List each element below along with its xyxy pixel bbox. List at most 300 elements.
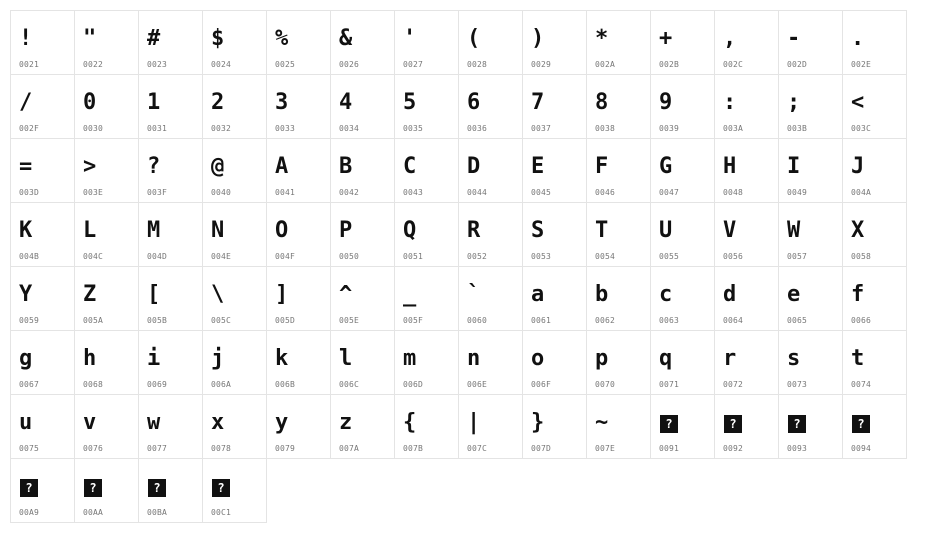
glyph-code: 003D	[19, 188, 40, 197]
glyph-cell[interactable]	[330, 138, 395, 203]
glyph-char: 4	[339, 90, 353, 115]
glyph-char: 0	[83, 90, 97, 115]
glyph-cell[interactable]	[650, 138, 715, 203]
glyph-char: L	[83, 218, 97, 243]
glyph-cell[interactable]	[586, 10, 651, 75]
glyph-char: =	[19, 154, 33, 179]
glyph-cell[interactable]	[714, 202, 779, 267]
glyph-code: 0046	[595, 188, 616, 197]
glyph-cell[interactable]	[266, 202, 331, 267]
glyph-code: 00BA	[147, 508, 168, 517]
glyph-cell[interactable]	[394, 266, 459, 331]
glyph-cell[interactable]	[330, 202, 395, 267]
glyph-code: 006A	[211, 380, 232, 389]
glyph-cell[interactable]	[74, 266, 139, 331]
glyph-cell[interactable]	[458, 394, 523, 459]
glyph-cell[interactable]	[778, 394, 843, 459]
glyph-cell[interactable]	[202, 266, 267, 331]
glyph-code: 0053	[531, 252, 552, 261]
glyph-char: U	[659, 218, 673, 243]
glyph-grid	[10, 10, 920, 522]
glyph-cell[interactable]	[586, 74, 651, 139]
glyph-char: a	[531, 282, 545, 307]
glyph-code: 0092	[723, 444, 744, 453]
glyph-char: 5	[403, 90, 417, 115]
glyph-code: 0071	[659, 380, 680, 389]
glyph-code: 0030	[83, 124, 104, 133]
glyph-char: x	[211, 410, 225, 435]
glyph-char: <	[851, 90, 865, 115]
glyph-cell[interactable]	[330, 266, 395, 331]
glyph-cell[interactable]	[202, 74, 267, 139]
glyph-char: [	[147, 282, 161, 307]
missing-glyph-icon: ?	[20, 479, 38, 497]
glyph-cell[interactable]	[74, 394, 139, 459]
glyph-cell[interactable]	[458, 330, 523, 395]
glyph-code: 0059	[19, 316, 40, 325]
glyph-char: w	[147, 410, 161, 435]
glyph-char: n	[467, 346, 481, 371]
glyph-char: {	[403, 410, 417, 435]
glyph-code: 0026	[339, 60, 360, 69]
glyph-cell[interactable]	[138, 394, 203, 459]
glyph-char: *	[595, 26, 609, 51]
glyph-code: 0070	[595, 380, 616, 389]
glyph-cell[interactable]	[650, 10, 715, 75]
glyph-cell[interactable]	[138, 138, 203, 203]
glyph-cell[interactable]	[522, 10, 587, 75]
glyph-cell[interactable]	[586, 266, 651, 331]
glyph-char: y	[275, 410, 289, 435]
glyph-cell[interactable]	[522, 394, 587, 459]
glyph-code: 0023	[147, 60, 168, 69]
glyph-cell[interactable]	[266, 10, 331, 75]
glyph-code: 003C	[851, 124, 872, 133]
glyph-code: 007D	[531, 444, 552, 453]
glyph-code: 0044	[467, 188, 488, 197]
glyph-code: 005A	[83, 316, 104, 325]
glyph-cell[interactable]	[394, 10, 459, 75]
glyph-char: h	[83, 346, 97, 371]
glyph-code: 0075	[19, 444, 40, 453]
glyph-char: `	[467, 282, 481, 307]
glyph-cell[interactable]	[10, 394, 75, 459]
glyph-char: T	[595, 218, 609, 243]
glyph-cell[interactable]	[266, 394, 331, 459]
glyph-cell[interactable]	[138, 202, 203, 267]
glyph-code: 0055	[659, 252, 680, 261]
glyph-code: 004A	[851, 188, 872, 197]
glyph-code: 00AA	[83, 508, 104, 517]
glyph-cell[interactable]	[330, 10, 395, 75]
glyph-cell[interactable]	[650, 74, 715, 139]
glyph-cell[interactable]	[394, 202, 459, 267]
glyph-code: 007E	[595, 444, 616, 453]
glyph-char: X	[851, 218, 865, 243]
glyph-cell[interactable]	[138, 74, 203, 139]
glyph-code: 006E	[467, 380, 488, 389]
glyph-cell[interactable]	[522, 138, 587, 203]
glyph-code: 0040	[211, 188, 232, 197]
glyph-code: 003B	[787, 124, 808, 133]
glyph-char: 3	[275, 90, 289, 115]
glyph-cell[interactable]	[458, 74, 523, 139]
glyph-cell[interactable]	[330, 330, 395, 395]
glyph-char: :	[723, 90, 737, 115]
glyph-cell[interactable]	[330, 74, 395, 139]
glyph-code: 005D	[275, 316, 296, 325]
glyph-code: 004B	[19, 252, 40, 261]
glyph-code: 0051	[403, 252, 424, 261]
glyph-code: 002B	[659, 60, 680, 69]
glyph-char: R	[467, 218, 481, 243]
glyph-char: m	[403, 346, 417, 371]
glyph-char: '	[403, 26, 417, 51]
glyph-code: 0064	[723, 316, 744, 325]
glyph-char: N	[211, 218, 225, 243]
glyph-code: 0057	[787, 252, 808, 261]
glyph-char: J	[851, 154, 865, 179]
missing-glyph-icon: ?	[84, 479, 102, 497]
glyph-cell[interactable]	[74, 458, 139, 523]
glyph-char: ?	[147, 154, 161, 179]
glyph-char: 1	[147, 90, 161, 115]
glyph-cell[interactable]	[74, 138, 139, 203]
glyph-cell[interactable]	[650, 266, 715, 331]
glyph-cell[interactable]	[778, 202, 843, 267]
glyph-char: 2	[211, 90, 225, 115]
glyph-char: 7	[531, 90, 545, 115]
glyph-code: 006F	[531, 380, 552, 389]
glyph-char: "	[83, 26, 97, 51]
glyph-cell[interactable]	[10, 138, 75, 203]
glyph-code: 005C	[211, 316, 232, 325]
glyph-code: 0066	[851, 316, 872, 325]
glyph-char: b	[595, 282, 609, 307]
glyph-char: Z	[83, 282, 97, 307]
glyph-code: 007C	[467, 444, 488, 453]
glyph-cell[interactable]	[842, 74, 907, 139]
glyph-code: 002D	[787, 60, 808, 69]
glyph-code: 004E	[211, 252, 232, 261]
glyph-char: E	[531, 154, 545, 179]
glyph-char: 9	[659, 90, 673, 115]
glyph-cell[interactable]	[458, 138, 523, 203]
glyph-cell[interactable]	[394, 394, 459, 459]
glyph-code: 007B	[403, 444, 424, 453]
glyph-cell[interactable]	[202, 458, 267, 523]
missing-glyph-icon: ?	[148, 479, 166, 497]
glyph-cell[interactable]	[842, 394, 907, 459]
glyph-code: 0045	[531, 188, 552, 197]
glyph-cell[interactable]	[266, 330, 331, 395]
glyph-char: t	[851, 346, 865, 371]
glyph-cell[interactable]	[138, 330, 203, 395]
glyph-code: 0063	[659, 316, 680, 325]
glyph-code: 004C	[83, 252, 104, 261]
glyph-code: 0038	[595, 124, 616, 133]
glyph-char: (	[467, 26, 481, 51]
glyph-char: S	[531, 218, 545, 243]
glyph-cell[interactable]	[138, 458, 203, 523]
glyph-char: u	[19, 410, 33, 435]
glyph-code: 0079	[275, 444, 296, 453]
glyph-char: ]	[275, 282, 289, 307]
glyph-code: 0042	[339, 188, 360, 197]
glyph-cell[interactable]	[74, 330, 139, 395]
glyph-char: >	[83, 154, 97, 179]
glyph-code: 0034	[339, 124, 360, 133]
glyph-cell[interactable]	[74, 10, 139, 75]
glyph-cell[interactable]	[778, 330, 843, 395]
glyph-char: f	[851, 282, 865, 307]
glyph-char: D	[467, 154, 481, 179]
glyph-char: .	[851, 26, 865, 51]
glyph-char: H	[723, 154, 737, 179]
glyph-cell[interactable]	[202, 10, 267, 75]
glyph-code: 0073	[787, 380, 808, 389]
glyph-cell[interactable]	[458, 266, 523, 331]
glyph-char: |	[467, 410, 481, 435]
glyph-cell[interactable]	[202, 138, 267, 203]
glyph-code: 005E	[339, 316, 360, 325]
glyph-char: %	[275, 26, 289, 51]
glyph-cell[interactable]	[714, 266, 779, 331]
glyph-char: !	[19, 26, 33, 51]
glyph-code: 0077	[147, 444, 168, 453]
glyph-code: 0061	[531, 316, 552, 325]
glyph-cell[interactable]	[330, 394, 395, 459]
glyph-char: ~	[595, 410, 609, 435]
glyph-cell[interactable]	[10, 74, 75, 139]
glyph-char: Y	[19, 282, 33, 307]
glyph-code: 0024	[211, 60, 232, 69]
glyph-cell[interactable]	[202, 202, 267, 267]
glyph-code: 0025	[275, 60, 296, 69]
glyph-code: 0043	[403, 188, 424, 197]
glyph-code: 006B	[275, 380, 296, 389]
glyph-cell[interactable]	[842, 10, 907, 75]
glyph-code: 0050	[339, 252, 360, 261]
glyph-code: 0021	[19, 60, 40, 69]
glyph-char: g	[19, 346, 33, 371]
glyph-code: 0022	[83, 60, 104, 69]
glyph-cell[interactable]	[138, 266, 203, 331]
glyph-char: z	[339, 410, 353, 435]
glyph-cell[interactable]	[714, 10, 779, 75]
glyph-code: 007A	[339, 444, 360, 453]
glyph-char: }	[531, 410, 545, 435]
glyph-code: 0091	[659, 444, 680, 453]
glyph-cell[interactable]	[202, 394, 267, 459]
glyph-code: 0049	[787, 188, 808, 197]
glyph-code: 003A	[723, 124, 744, 133]
glyph-code: 0031	[147, 124, 168, 133]
glyph-code: 0076	[83, 444, 104, 453]
glyph-char: l	[339, 346, 353, 371]
glyph-char: +	[659, 26, 673, 51]
glyph-code: 0032	[211, 124, 232, 133]
glyph-char: Q	[403, 218, 417, 243]
glyph-code: 0041	[275, 188, 296, 197]
glyph-cell[interactable]	[586, 330, 651, 395]
glyph-cell[interactable]	[842, 202, 907, 267]
glyph-char: 8	[595, 90, 609, 115]
glyph-cell[interactable]	[522, 202, 587, 267]
glyph-code: 0072	[723, 380, 744, 389]
glyph-char: @	[211, 154, 225, 179]
glyph-cell[interactable]	[778, 10, 843, 75]
glyph-code: 002A	[595, 60, 616, 69]
glyph-cell[interactable]	[842, 330, 907, 395]
glyph-char: )	[531, 26, 545, 51]
glyph-char: \	[211, 282, 225, 307]
glyph-code: 005F	[403, 316, 424, 325]
glyph-char: ,	[723, 26, 737, 51]
glyph-cell[interactable]	[842, 138, 907, 203]
glyph-code: 0033	[275, 124, 296, 133]
glyph-cell[interactable]	[586, 202, 651, 267]
glyph-code: 004D	[147, 252, 168, 261]
glyph-char: s	[787, 346, 801, 371]
glyph-cell[interactable]	[394, 138, 459, 203]
glyph-char: $	[211, 26, 225, 51]
glyph-code: 002E	[851, 60, 872, 69]
glyph-code: 0029	[531, 60, 552, 69]
glyph-code: 006C	[339, 380, 360, 389]
glyph-cell[interactable]	[10, 10, 75, 75]
glyph-char: P	[339, 218, 353, 243]
glyph-code: 0037	[531, 124, 552, 133]
glyph-cell[interactable]	[522, 74, 587, 139]
glyph-code: 0036	[467, 124, 488, 133]
glyph-code: 0028	[467, 60, 488, 69]
glyph-char: d	[723, 282, 737, 307]
glyph-cell[interactable]	[650, 394, 715, 459]
glyph-cell[interactable]	[10, 266, 75, 331]
glyph-code: 0048	[723, 188, 744, 197]
glyph-code: 0060	[467, 316, 488, 325]
glyph-cell[interactable]	[522, 330, 587, 395]
missing-glyph-icon: ?	[724, 415, 742, 433]
glyph-cell[interactable]	[10, 458, 75, 523]
glyph-cell[interactable]	[138, 10, 203, 75]
missing-glyph-icon: ?	[788, 415, 806, 433]
glyph-code: 0056	[723, 252, 744, 261]
glyph-char: O	[275, 218, 289, 243]
glyph-cell[interactable]	[458, 202, 523, 267]
glyph-cell[interactable]	[714, 394, 779, 459]
glyph-cell[interactable]	[778, 138, 843, 203]
glyph-char: k	[275, 346, 289, 371]
missing-glyph-icon: ?	[212, 479, 230, 497]
glyph-cell[interactable]	[74, 74, 139, 139]
glyph-code: 003E	[83, 188, 104, 197]
glyph-code: 00C1	[211, 508, 232, 517]
glyph-cell[interactable]	[650, 330, 715, 395]
glyph-code: 00A9	[19, 508, 40, 517]
glyph-cell[interactable]	[778, 266, 843, 331]
glyph-cell[interactable]	[842, 266, 907, 331]
glyph-code: 0074	[851, 380, 872, 389]
glyph-code: 0062	[595, 316, 616, 325]
glyph-code: 0078	[211, 444, 232, 453]
glyph-char: i	[147, 346, 161, 371]
glyph-code: 002F	[19, 124, 40, 133]
glyph-code: 0035	[403, 124, 424, 133]
glyph-cell[interactable]	[714, 138, 779, 203]
glyph-char: G	[659, 154, 673, 179]
glyph-cell[interactable]	[714, 74, 779, 139]
glyph-char: F	[595, 154, 609, 179]
glyph-code: 002C	[723, 60, 744, 69]
glyph-char: /	[19, 90, 33, 115]
glyph-char: -	[787, 26, 801, 51]
glyph-char: r	[723, 346, 737, 371]
glyph-code: 006D	[403, 380, 424, 389]
glyph-char: I	[787, 154, 801, 179]
glyph-code: 0065	[787, 316, 808, 325]
glyph-code: 0052	[467, 252, 488, 261]
missing-glyph-icon: ?	[660, 415, 678, 433]
glyph-char: C	[403, 154, 417, 179]
glyph-cell[interactable]	[586, 138, 651, 203]
glyph-code: 0067	[19, 380, 40, 389]
glyph-cell[interactable]	[650, 202, 715, 267]
missing-glyph-icon: ?	[852, 415, 870, 433]
glyph-cell[interactable]	[10, 202, 75, 267]
glyph-cell[interactable]	[266, 266, 331, 331]
glyph-cell[interactable]	[522, 266, 587, 331]
glyph-code: 0039	[659, 124, 680, 133]
glyph-code: 0068	[83, 380, 104, 389]
glyph-char: M	[147, 218, 161, 243]
glyph-code: 004F	[275, 252, 296, 261]
glyph-cell[interactable]	[202, 330, 267, 395]
glyph-code: 0069	[147, 380, 168, 389]
glyph-char: ^	[339, 282, 353, 307]
glyph-char: c	[659, 282, 673, 307]
glyph-char: q	[659, 346, 673, 371]
glyph-cell[interactable]	[458, 10, 523, 75]
glyph-code: 0054	[595, 252, 616, 261]
glyph-cell[interactable]	[10, 330, 75, 395]
glyph-cell[interactable]	[74, 202, 139, 267]
glyph-code: 0047	[659, 188, 680, 197]
glyph-char: p	[595, 346, 609, 371]
glyph-code: 0094	[851, 444, 872, 453]
glyph-cell[interactable]	[394, 330, 459, 395]
glyph-code: 003F	[147, 188, 168, 197]
glyph-code: 0058	[851, 252, 872, 261]
glyph-cell[interactable]	[778, 74, 843, 139]
glyph-cell[interactable]	[266, 138, 331, 203]
glyph-char: j	[211, 346, 225, 371]
glyph-char: v	[83, 410, 97, 435]
glyph-code: 005B	[147, 316, 168, 325]
glyph-cell[interactable]	[266, 74, 331, 139]
glyph-char: 6	[467, 90, 481, 115]
glyph-char: V	[723, 218, 737, 243]
glyph-code: 0093	[787, 444, 808, 453]
glyph-char: #	[147, 26, 161, 51]
glyph-char: A	[275, 154, 289, 179]
glyph-cell[interactable]	[586, 394, 651, 459]
glyph-cell[interactable]	[714, 330, 779, 395]
glyph-char: e	[787, 282, 801, 307]
glyph-char: ;	[787, 90, 801, 115]
glyph-cell[interactable]	[394, 74, 459, 139]
